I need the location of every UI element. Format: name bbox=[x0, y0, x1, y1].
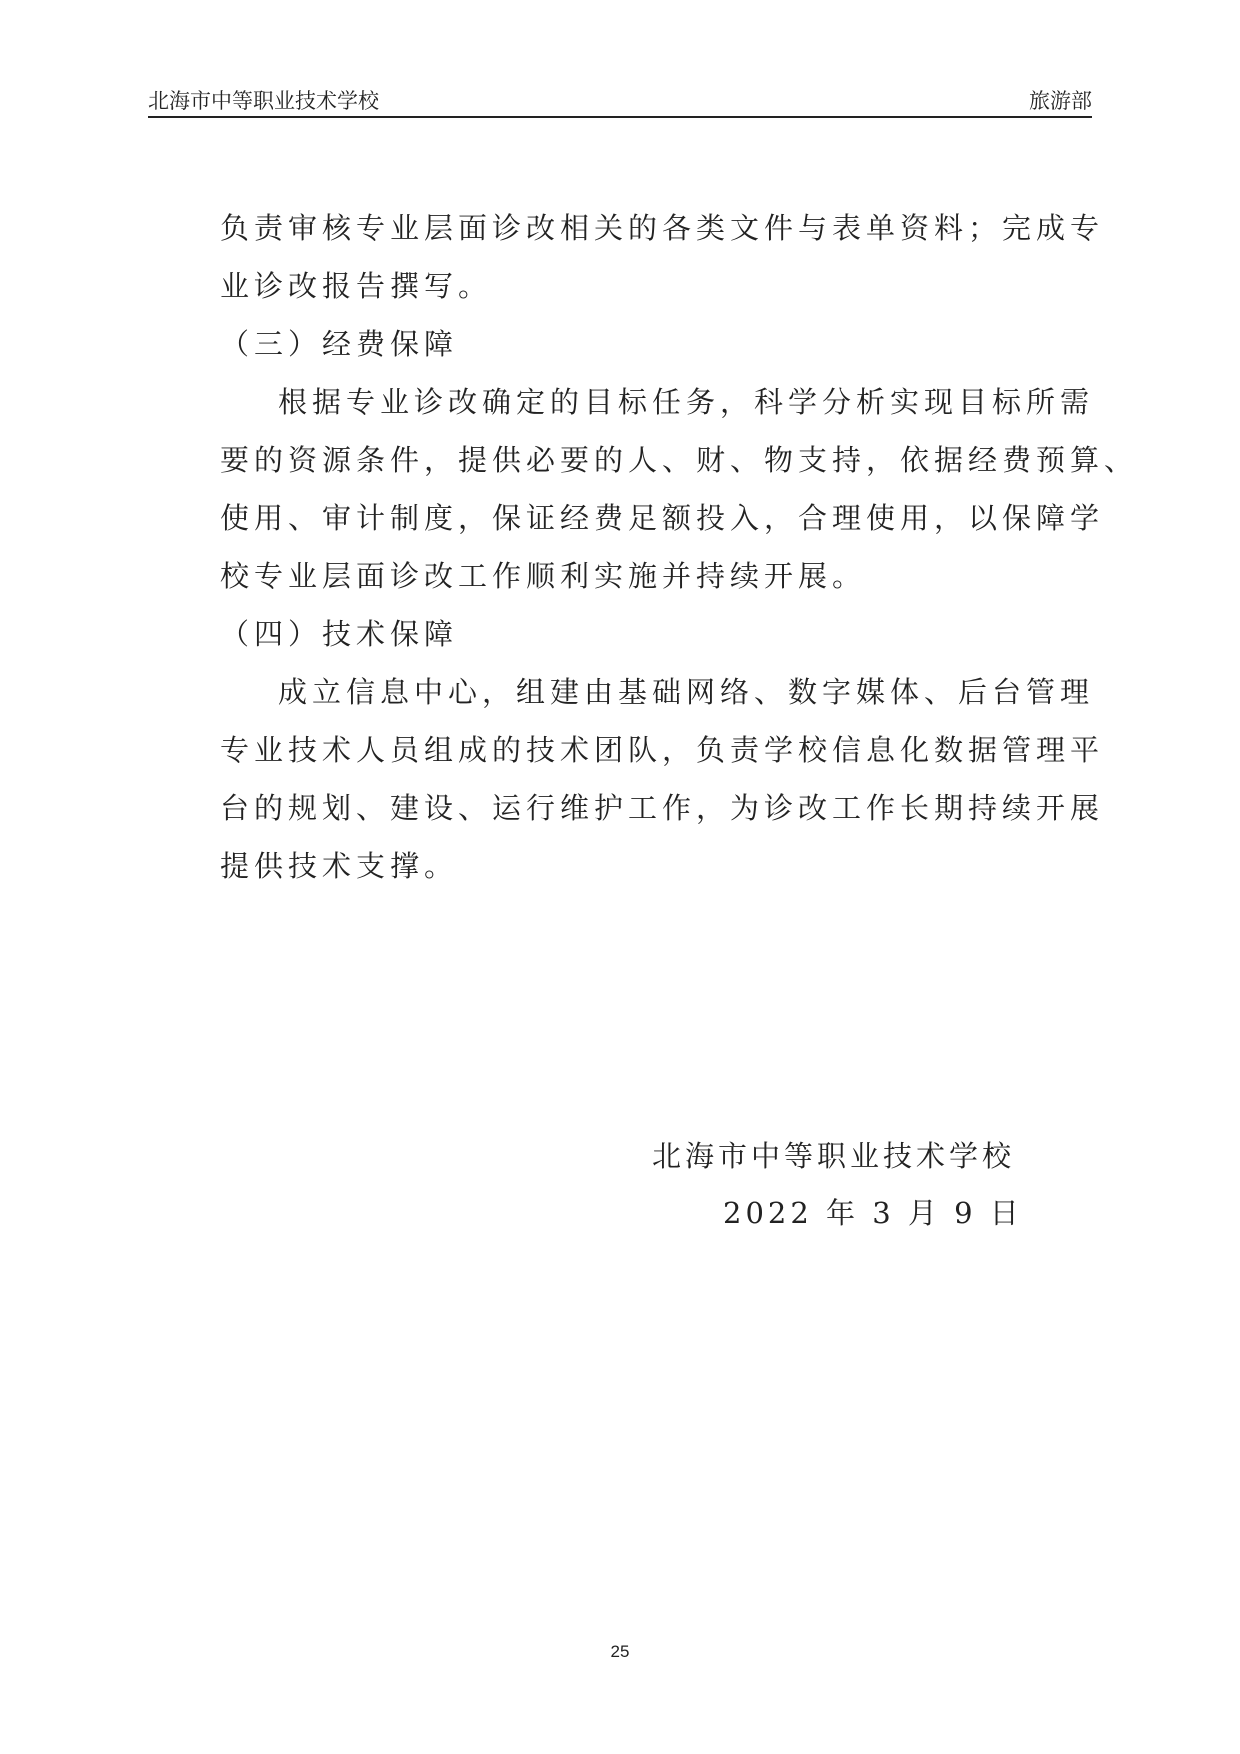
paragraph-line: 业诊改报告撰写。 bbox=[220, 269, 493, 303]
page-number: 25 bbox=[610, 1642, 630, 1661]
paragraph-line: 使用、审计制度，保证经费足额投入，合理使用，以保障学 bbox=[220, 501, 1105, 535]
paragraph-line: 负责审核专业层面诊改相关的各类文件与表单资料；完成专 bbox=[220, 211, 1105, 245]
body-text bbox=[220, 199, 1139, 895]
section-heading-funding: （三）经费保障 bbox=[220, 327, 459, 361]
paragraph-line: 台的规划、建设、运行维护工作，为诊改工作长期持续开展 bbox=[220, 791, 1105, 825]
header-rule bbox=[148, 116, 1092, 118]
paragraph-line: 提供技术支撑。 bbox=[220, 849, 459, 883]
page-header bbox=[148, 86, 1092, 116]
paragraph-line: 专业技术人员组成的技术团队，负责学校信息化数据管理平 bbox=[220, 733, 1105, 767]
header-department: 旅游部 bbox=[1029, 89, 1092, 113]
section-heading-technology: （四）技术保障 bbox=[220, 617, 459, 651]
paragraph-line: 根据专业诊改确定的目标任务，科学分析实现目标所需 bbox=[278, 385, 1095, 419]
paragraph-line: 成立信息中心，组建由基础网络、数字媒体、后台管理 bbox=[278, 675, 1095, 709]
paragraph-line: 校专业层面诊改工作顺利实施并持续开展。 bbox=[220, 559, 867, 593]
header-school-name: 北海市中等职业技术学校 bbox=[148, 89, 379, 113]
signature-organization: 北海市中等职业技术学校 bbox=[652, 1139, 1016, 1173]
signature-date: 2022 年 3 月 9 日 bbox=[723, 1196, 1023, 1230]
paragraph-line: 要的资源条件，提供必要的人、财、物支持，依据经费预算、 bbox=[220, 443, 1139, 477]
